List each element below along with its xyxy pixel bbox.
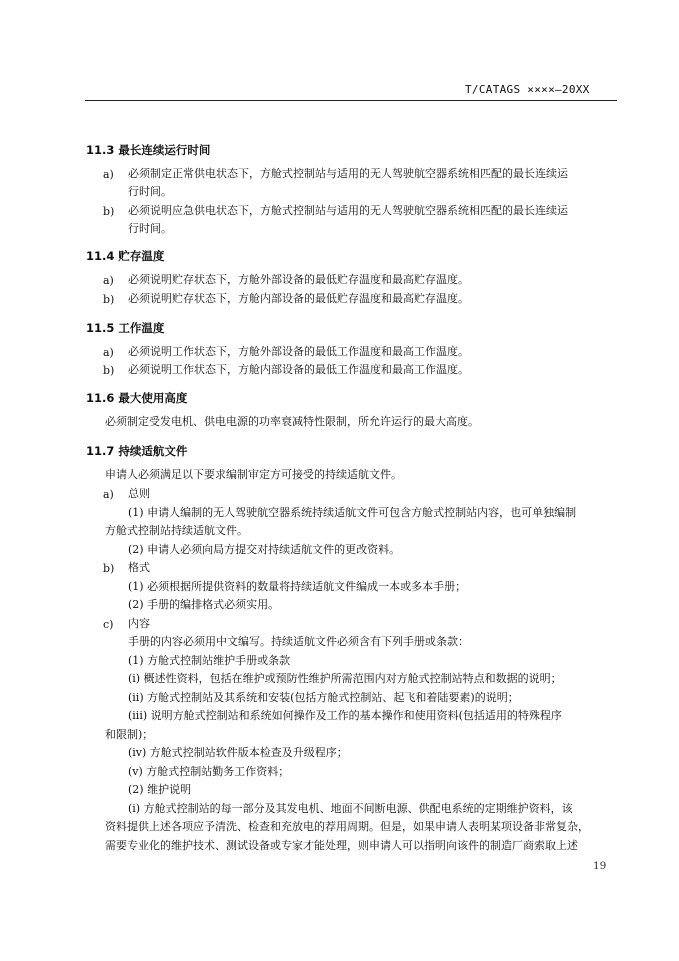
section-11-5-a-text: 必须说明工作状态下，方舱外部设备的最低工作温度和最高工作温度。 <box>128 345 469 358</box>
section-11-6-text: 必须制定受发电机、供电电源的功率衰减特性限制，所允许运行的最大高度。 <box>105 415 479 428</box>
section-11-4-title: 11.4 贮存温度 <box>86 249 165 263</box>
section-11-5-b-text: 必须说明工作状态下，方舱内部设备的最低工作温度和最高工作温度。 <box>128 363 469 376</box>
section-11-4-b-text: 必须说明贮存状态下，方舱内部设备的最低贮存温度和最高贮存温度。 <box>128 292 469 305</box>
content-item-2: (2) 维护说明 <box>128 783 192 796</box>
general-item-1-line2: 方舱式控制站持续适航文件。 <box>105 524 248 537</box>
section-11-3-title: 11.3 最长连续运行时间 <box>86 143 211 157</box>
content-item-1-iii-line2: 和限制)； <box>105 728 154 741</box>
content-item-1-iv: (iv) 方舱式控制站软件版本检查及升级程序； <box>128 746 348 759</box>
section-11-7-intro: 申请人必须满足以下要求编制审定方可接受的持续适航文件。 <box>105 468 402 481</box>
format-item-1: (1) 必须根据所提供资料的数量将持续适航文件编成一本或多本手册； <box>128 580 467 593</box>
content-intro: 手册的内容必须用中文编写。持续适航文件必须含有下列手册或条款： <box>128 635 469 648</box>
general-item-2: (2) 申请人必须向局方提交对持续适航文件的更改资料。 <box>128 543 401 556</box>
subsection-content-title: 内容 <box>128 617 150 630</box>
header-divider <box>85 100 617 101</box>
subsection-format-title: 格式 <box>128 561 150 574</box>
page-number: 19 <box>593 860 607 872</box>
section-11-6-title: 11.6 最大使用高度 <box>86 391 188 405</box>
item-a-marker: a) <box>103 274 114 287</box>
content-item-1: (1) 方舱式控制站维护手册或条款 <box>128 654 291 667</box>
item-a-marker: a) <box>103 168 114 181</box>
section-11-3-b-line1: 必须说明应急供电状态下，方舱式控制站与适用的无人驾驶航空器系统相匹配的最长连续运 <box>128 204 568 217</box>
section-11-3-a-line2: 行时间。 <box>128 185 172 198</box>
subsection-general-title: 总则 <box>128 487 150 500</box>
item-a-marker: a) <box>103 488 114 501</box>
format-item-2: (2) 手册的编排格式必须实用。 <box>128 598 280 611</box>
content-item-1-ii: (ii) 方舱式控制站及其系统和安装(包括方舱式控制站、起飞和着陆要素)的说明； <box>128 691 519 704</box>
item-b-marker: b) <box>103 562 115 575</box>
section-11-3-b-line2: 行时间。 <box>128 222 172 235</box>
item-b-marker: b) <box>103 205 115 218</box>
document-code-header: T/CATAGS ××××—20XX <box>465 83 590 96</box>
content-item-1-v: (v) 方舱式控制站勤务工作资料； <box>128 765 290 778</box>
section-11-4-a-text: 必须说明贮存状态下，方舱外部设备的最低贮存温度和最高贮存温度。 <box>128 273 469 286</box>
item-a-marker: a) <box>103 346 114 359</box>
content-item-2-i-line3: 需要专业化的维护技术、测试设备或专家才能处理，则申请人可以指明向该件的制造厂商索取上述 <box>105 839 578 852</box>
section-11-3-a-line1: 必须制定正常供电状态下，方舱式控制站与适用的无人驾驶航空器系统相匹配的最长连续运 <box>128 167 568 180</box>
content-item-1-iii-line1: (iii) 说明方舱式控制站和系统如何操作及工作的基本操作和使用资料(包括适用的特殊程序 <box>128 709 562 722</box>
general-item-1-line1: (1) 申请人编制的无人驾驶航空器系统持续适航文件可包含方舱式控制站内容，也可单独编制 <box>128 506 577 519</box>
section-11-5-title: 11.5 工作温度 <box>86 321 165 335</box>
item-b-marker: b) <box>103 364 115 377</box>
content-item-2-i-line2: 资料提供上述各项应予清洗、检查和充放电的荐用周期。但是，如果申请人表明某项设备非常复杂， <box>105 820 589 833</box>
section-11-7-title: 11.7 持续适航文件 <box>86 444 188 458</box>
item-c-marker: c) <box>103 618 114 631</box>
content-item-1-i: (i) 概述性资料，包括在维护或预防性维护所需范围内对方舱式控制站特点和数据的说明； <box>128 672 562 685</box>
item-b-marker: b) <box>103 293 115 306</box>
content-item-2-i-line1: (i) 方舱式控制站的每一部分及其发电机、地面不间断电源、供配电系统的定期维护资料，该 <box>128 802 573 815</box>
